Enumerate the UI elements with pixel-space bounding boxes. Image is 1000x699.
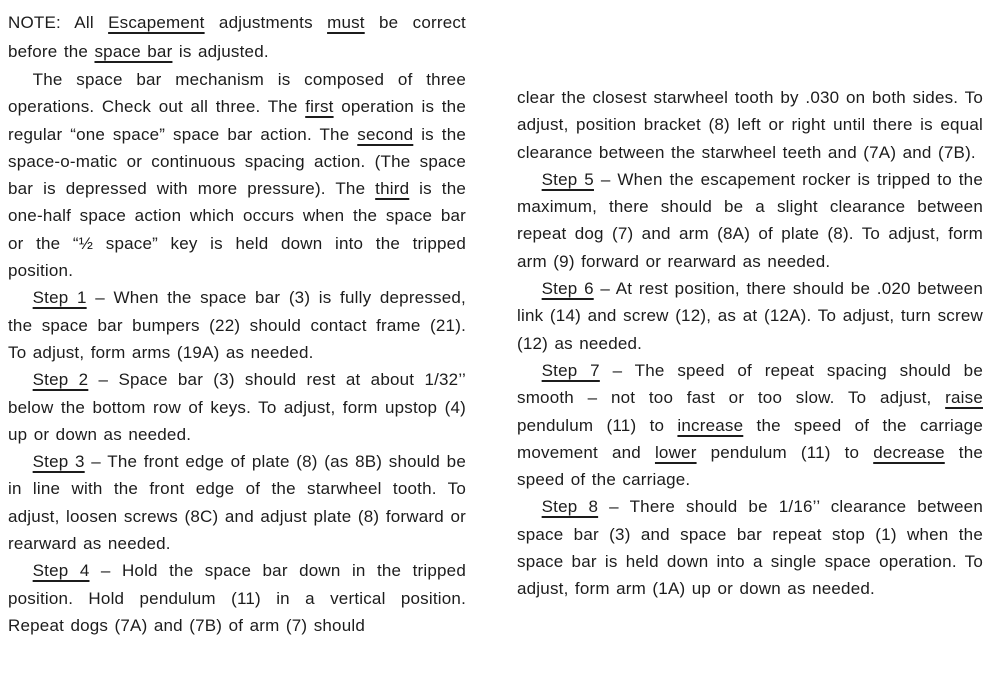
text-run: operation is the regular “one space” space bar action. The: [8, 97, 466, 144]
paragraph: [8, 448, 466, 557]
text-run: the speed of the carriage movement and: [517, 415, 983, 462]
underlined-text: Step 6: [541, 279, 594, 299]
underlined-text: Step 4: [32, 561, 90, 581]
text-run: adjustments: [204, 13, 328, 32]
underlined-text: Step 3: [32, 452, 85, 472]
text-run: the speed of the carriage.: [517, 442, 984, 490]
text-run: is adjusted.: [172, 42, 269, 61]
underlined-text: must: [327, 13, 365, 32]
underlined-text: third: [375, 179, 410, 199]
underlined-text: increase: [677, 415, 744, 435]
underlined-text: raise: [945, 388, 983, 408]
paragraph: [517, 493, 983, 602]
underlined-text: first: [305, 97, 334, 117]
paragraph: [517, 84, 983, 166]
right-column: [517, 84, 983, 603]
right-column-text: [517, 84, 983, 603]
text-run: be correct before the: [8, 13, 466, 61]
underlined-text: Step 8: [541, 497, 599, 517]
text-run: clear the closest starwheel tooth by .030 on both sides. To adjust, position bracket (8) left or right until there is equal clearance between the starwheel teeth and (7A) and (7B).: [517, 88, 983, 162]
paragraph: [8, 366, 466, 448]
text-run: – The front edge of plate (8) (as 8B) should be in line with the front edge of the starwheel tooth. To adjust, loosen screws (8C) and adjust plate (8) forward or rearward as needed.: [8, 452, 466, 554]
paragraph: [517, 357, 983, 493]
paragraph: [8, 284, 466, 366]
underlined-text: space bar: [94, 42, 173, 61]
text-run: – At rest position, there should be .020 between link (14) and screw (12), as at (12A). To adjust, turn screw (12) as needed.: [517, 279, 983, 353]
paragraph: [8, 557, 466, 639]
paragraph: [517, 275, 983, 357]
text-run: pendulum (11) to: [517, 415, 678, 435]
text-run: – Space bar (3) should rest at about 1/32’’ below the bottom row of keys. To adjust, form upstop (4) up or down as needed.: [8, 370, 466, 444]
text-run: NOTE: All: [8, 13, 109, 32]
underlined-text: decrease: [873, 442, 945, 462]
text-run: The space bar mechanism is composed of three operations. Check out all three. The: [8, 70, 466, 117]
text-run: pendulum (11) to: [696, 442, 874, 462]
underlined-text: Step 1: [32, 288, 87, 308]
underlined-text: Step 5: [541, 169, 594, 189]
paragraph: [517, 166, 983, 275]
text-run: – Hold the space bar down in the tripped position. Hold pendulum (11) in a vertical position. Repeat dogs (7A) and (7B) of arm (7) should: [8, 561, 466, 635]
note-paragraph: [8, 8, 466, 66]
text-run: – When the space bar (3) is fully depressed, the space bar bumpers (22) should contact frame (21). To adjust, form arms (19A) as needed.: [8, 288, 466, 362]
text-run: – The speed of repeat spacing should be smooth – not too fast or too slow. To adjust,: [517, 360, 983, 408]
underlined-text: lower: [654, 442, 697, 462]
underlined-text: Step 7: [541, 360, 600, 380]
text-run: – When the escapement rocker is tripped to the maximum, there should be a slight clearance between repeat dog (7) and arm (8A) of plate (8). To adjust, form arm (9) forward or rearward as needed.: [517, 169, 983, 271]
paragraph: [8, 66, 466, 284]
left-column: [8, 8, 466, 639]
underlined-text: Escapement: [108, 13, 205, 32]
underlined-text: Step 2: [32, 370, 89, 390]
text-run: is the space-o-matic or continuous spacing action. (The space bar is depressed with more pressure). The: [8, 124, 467, 199]
underlined-text: second: [357, 124, 414, 144]
left-column-text: [8, 66, 466, 639]
text-run: is the one-half space action which occurs when the space bar or the “½ space” key is held down into the tripped position.: [8, 179, 467, 281]
text-run: – There should be 1/16’’ clearance between space bar (3) and space bar repeat stop (1) when the space bar is held down into a single space operation. To adjust, form arm (1A) up or down as needed.: [517, 497, 983, 599]
